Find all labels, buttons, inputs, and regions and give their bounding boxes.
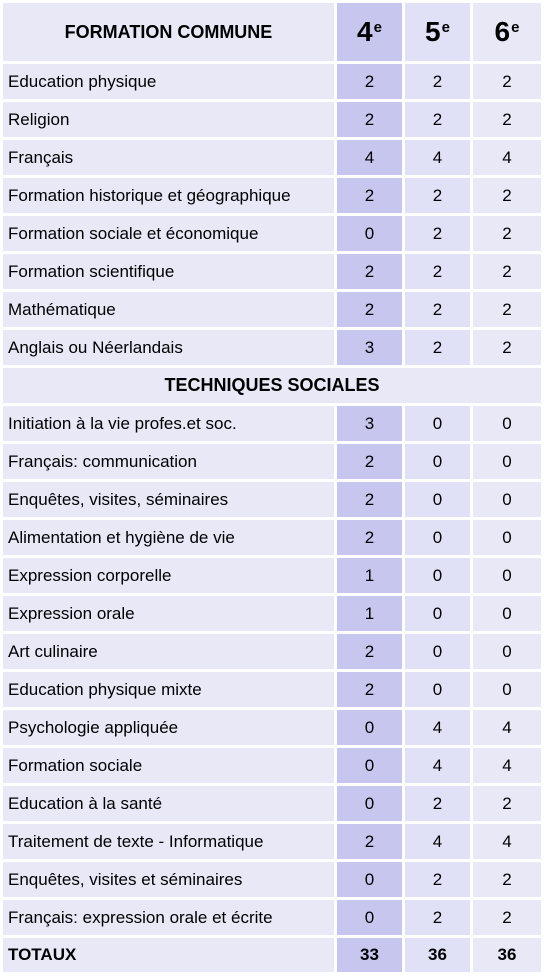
table-row bbox=[3, 786, 541, 821]
table-row bbox=[3, 178, 541, 213]
hours-6e-cell: 0 bbox=[473, 558, 541, 593]
hours-4e-cell: 4 bbox=[337, 140, 402, 175]
hours-4e-cell: 2 bbox=[337, 672, 402, 707]
hours-4e-cell: 2 bbox=[337, 634, 402, 669]
hours-5e-cell: 2 bbox=[405, 178, 470, 213]
table-row bbox=[3, 634, 541, 669]
hours-5e-cell: 2 bbox=[405, 862, 470, 897]
hours-5e-cell: 4 bbox=[405, 140, 470, 175]
hours-5e-cell: 2 bbox=[405, 254, 470, 289]
year-suffix: e bbox=[373, 19, 382, 36]
totals-row bbox=[3, 938, 541, 972]
hours-6e-cell: 0 bbox=[473, 444, 541, 479]
subject-cell: Expression orale bbox=[3, 596, 334, 631]
subject-cell: Anglais ou Néerlandais bbox=[3, 330, 334, 365]
hours-4e-cell: 2 bbox=[337, 254, 402, 289]
hours-4e-cell: 3 bbox=[337, 406, 402, 441]
table-row bbox=[3, 64, 541, 99]
subject-cell: Mathématique bbox=[3, 292, 334, 327]
hours-6e-cell: 0 bbox=[473, 634, 541, 669]
hours-6e-cell: 0 bbox=[473, 672, 541, 707]
hours-4e-cell: 2 bbox=[337, 520, 402, 555]
subject-cell: Formation sociale et économique bbox=[3, 216, 334, 251]
hours-6e-cell: 2 bbox=[473, 786, 541, 821]
hours-4e-cell: 0 bbox=[337, 900, 402, 935]
table-row bbox=[3, 482, 541, 517]
year-number: 5 bbox=[425, 16, 441, 47]
subject-cell: Français: expression orale et écrite bbox=[3, 900, 334, 935]
table-row bbox=[3, 672, 541, 707]
year-suffix: e bbox=[441, 19, 450, 36]
curriculum-table-body bbox=[3, 3, 541, 972]
year-number: 6 bbox=[494, 16, 511, 47]
hours-6e-cell: 2 bbox=[473, 330, 541, 365]
section-title-formation-commune: FORMATION COMMUNE bbox=[3, 3, 334, 61]
hours-4e-cell: 2 bbox=[337, 178, 402, 213]
hours-6e-cell: 36 bbox=[473, 938, 541, 972]
totals-label: TOTAUX bbox=[3, 938, 334, 972]
hours-4e-cell: 2 bbox=[337, 102, 402, 137]
subject-cell: Education physique bbox=[3, 64, 334, 99]
table-row bbox=[3, 900, 541, 935]
year-header-5 bbox=[405, 3, 470, 61]
table-row bbox=[3, 292, 541, 327]
hours-5e-cell: 0 bbox=[405, 520, 470, 555]
hours-5e-cell: 2 bbox=[405, 786, 470, 821]
table-row bbox=[3, 862, 541, 897]
hours-4e-cell: 33 bbox=[337, 938, 402, 972]
subject-cell: Formation scientifique bbox=[3, 254, 334, 289]
subject-cell: Alimentation et hygiène de vie bbox=[3, 520, 334, 555]
table-row bbox=[3, 824, 541, 859]
hours-6e-cell: 0 bbox=[473, 520, 541, 555]
hours-4e-cell: 1 bbox=[337, 596, 402, 631]
hours-5e-cell: 2 bbox=[405, 900, 470, 935]
hours-5e-cell: 2 bbox=[405, 102, 470, 137]
hours-4e-cell: 0 bbox=[337, 710, 402, 745]
table-row bbox=[3, 444, 541, 479]
table-row bbox=[3, 330, 541, 365]
hours-6e-cell: 4 bbox=[473, 824, 541, 859]
year-suffix: e bbox=[511, 19, 520, 36]
subject-cell: Education physique mixte bbox=[3, 672, 334, 707]
subject-cell: Expression corporelle bbox=[3, 558, 334, 593]
hours-6e-cell: 2 bbox=[473, 900, 541, 935]
subject-cell: Religion bbox=[3, 102, 334, 137]
subject-cell: Français: communication bbox=[3, 444, 334, 479]
hours-4e-cell: 2 bbox=[337, 444, 402, 479]
hours-6e-cell: 2 bbox=[473, 64, 541, 99]
hours-6e-cell: 2 bbox=[473, 102, 541, 137]
subject-cell: Formation historique et géographique bbox=[3, 178, 334, 213]
hours-5e-cell: 0 bbox=[405, 406, 470, 441]
table-row bbox=[3, 520, 541, 555]
hours-5e-cell: 0 bbox=[405, 482, 470, 517]
hours-4e-cell: 0 bbox=[337, 862, 402, 897]
table-row bbox=[3, 710, 541, 745]
subject-cell: Formation sociale bbox=[3, 748, 334, 783]
hours-5e-cell: 0 bbox=[405, 672, 470, 707]
hours-5e-cell: 36 bbox=[405, 938, 470, 972]
hours-6e-cell: 2 bbox=[473, 216, 541, 251]
hours-4e-cell: 2 bbox=[337, 482, 402, 517]
hours-5e-cell: 0 bbox=[405, 596, 470, 631]
hours-5e-cell: 2 bbox=[405, 292, 470, 327]
hours-5e-cell: 0 bbox=[405, 444, 470, 479]
table-row bbox=[3, 558, 541, 593]
header-row bbox=[3, 3, 541, 61]
hours-6e-cell: 0 bbox=[473, 406, 541, 441]
table-row bbox=[3, 406, 541, 441]
section-title-techniques-sociales: TECHNIQUES SOCIALES bbox=[3, 368, 541, 403]
hours-5e-cell: 2 bbox=[405, 330, 470, 365]
table-row bbox=[3, 748, 541, 783]
hours-5e-cell: 4 bbox=[405, 710, 470, 745]
subject-cell: Education à la santé bbox=[3, 786, 334, 821]
hours-5e-cell: 0 bbox=[405, 558, 470, 593]
table-row bbox=[3, 216, 541, 251]
hours-4e-cell: 3 bbox=[337, 330, 402, 365]
hours-5e-cell: 2 bbox=[405, 64, 470, 99]
hours-6e-cell: 2 bbox=[473, 862, 541, 897]
year-header-4 bbox=[337, 3, 402, 61]
hours-5e-cell: 2 bbox=[405, 216, 470, 251]
subject-cell: Traitement de texte - Informatique bbox=[3, 824, 334, 859]
hours-6e-cell: 2 bbox=[473, 254, 541, 289]
subject-cell: Enquêtes, visites et séminaires bbox=[3, 862, 334, 897]
hours-5e-cell: 4 bbox=[405, 824, 470, 859]
subject-cell: Psychologie appliquée bbox=[3, 710, 334, 745]
subject-cell: Français bbox=[3, 140, 334, 175]
subject-cell: Art culinaire bbox=[3, 634, 334, 669]
hours-4e-cell: 0 bbox=[337, 216, 402, 251]
hours-4e-cell: 0 bbox=[337, 786, 402, 821]
hours-6e-cell: 0 bbox=[473, 596, 541, 631]
hours-6e-cell: 4 bbox=[473, 140, 541, 175]
subject-cell: Enquêtes, visites, séminaires bbox=[3, 482, 334, 517]
table-row bbox=[3, 140, 541, 175]
hours-4e-cell: 2 bbox=[337, 64, 402, 99]
hours-6e-cell: 0 bbox=[473, 482, 541, 517]
table-row bbox=[3, 254, 541, 289]
hours-4e-cell: 2 bbox=[337, 824, 402, 859]
year-header-6 bbox=[473, 3, 541, 61]
hours-6e-cell: 4 bbox=[473, 710, 541, 745]
hours-5e-cell: 4 bbox=[405, 748, 470, 783]
year-number: 4 bbox=[357, 16, 373, 47]
table-row bbox=[3, 102, 541, 137]
hours-6e-cell: 2 bbox=[473, 292, 541, 327]
table-row bbox=[3, 596, 541, 631]
hours-6e-cell: 4 bbox=[473, 748, 541, 783]
hours-5e-cell: 0 bbox=[405, 634, 470, 669]
hours-4e-cell: 0 bbox=[337, 748, 402, 783]
hours-4e-cell: 1 bbox=[337, 558, 402, 593]
section-header-row bbox=[3, 368, 541, 403]
hours-4e-cell: 2 bbox=[337, 292, 402, 327]
subject-cell: Initiation à la vie profes.et soc. bbox=[3, 406, 334, 441]
hours-6e-cell: 2 bbox=[473, 178, 541, 213]
